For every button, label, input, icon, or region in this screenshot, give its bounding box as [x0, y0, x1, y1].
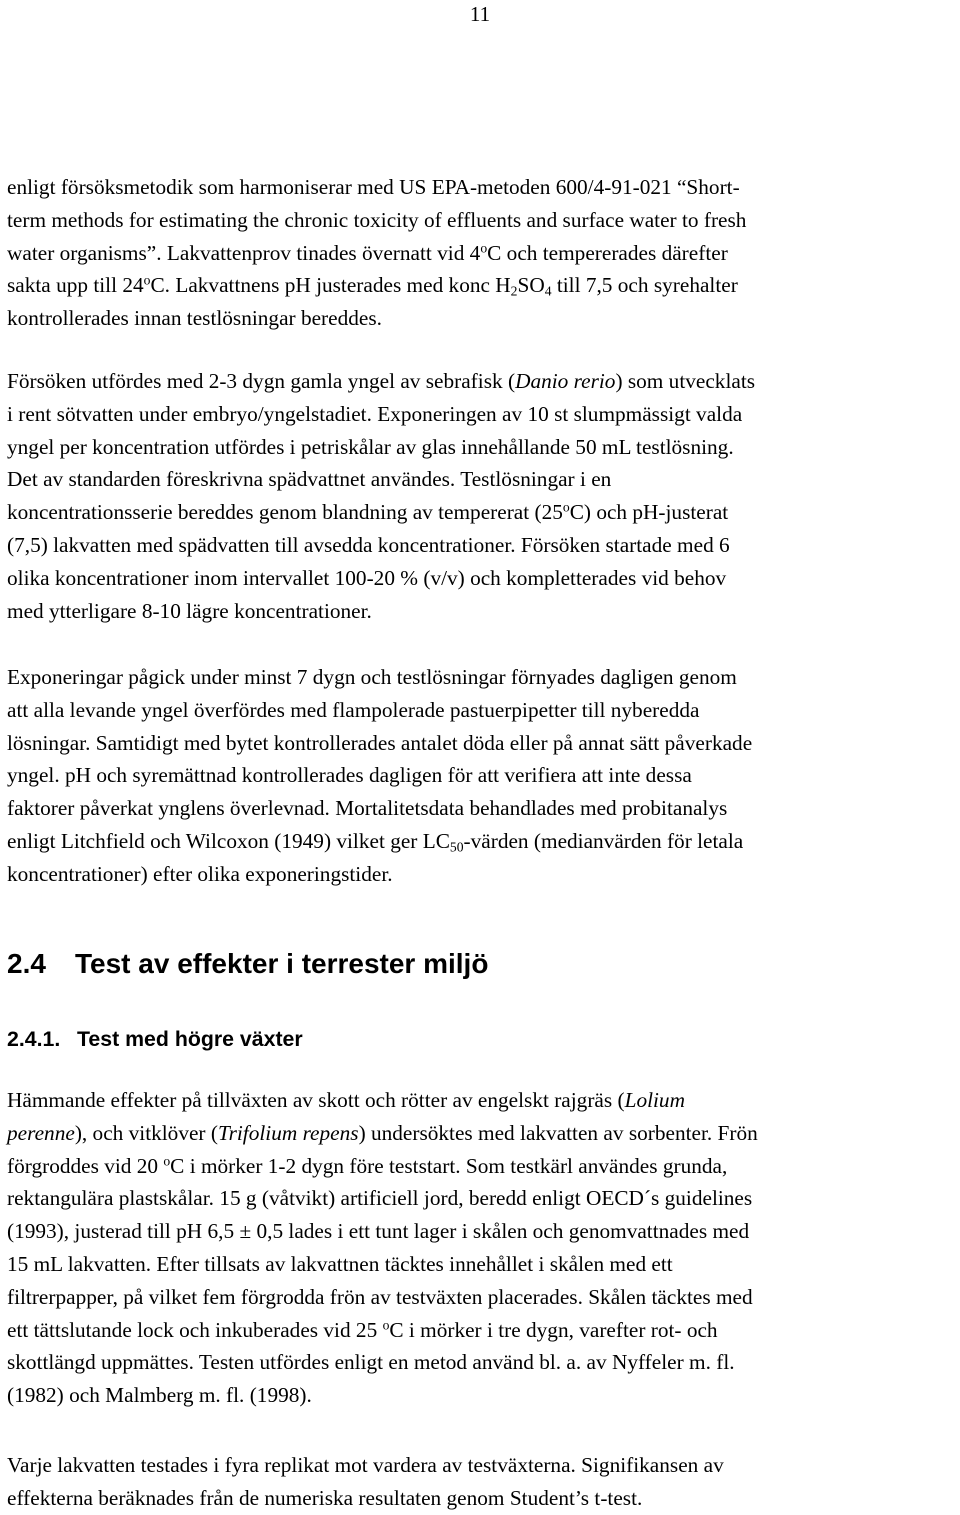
text-line: Hämmande effekter på tillväxten av skott och rötter av engelskt rajgräs (Lolium: [7, 1088, 685, 1112]
section-title: Test av effekter i terrester miljö: [75, 948, 489, 979]
text-line: Exponeringar pågick under minst 7 dygn och testlösningar förnyades dagligen genom: [7, 665, 737, 689]
text-line: kontrollerades innan testlösningar bereddes.: [7, 306, 382, 331]
text-line: (1982) och Malmberg m. fl. (1998).: [7, 1383, 312, 1408]
text-line: att alla levande yngel överfördes med flampolerade pastuerpipetter till nyberedda: [7, 697, 700, 722]
section-number: 2.4: [7, 948, 46, 979]
text-line: Det av standarden föreskrivna spädvattnet användes. Testlösningar i en: [7, 467, 612, 492]
text-line: olika koncentrationer inom intervallet 100-20 % (v/v) och kompletterades vid behov: [7, 565, 727, 590]
page-number: 11: [469, 2, 491, 26]
paragraph-plant-test: [7, 1084, 955, 1412]
paragraph-zebrafish-test: [7, 365, 955, 627]
text-line: med ytterligare 8-10 lägre koncentrationer.: [7, 598, 372, 623]
text-line: rektangulära plastskålar. 15 g (våtvikt) artificiell jord, beredd enligt OECD´s guidelines: [7, 1186, 753, 1211]
text-line: perenne), och vitklöver (Trifolium repens) undersöktes med lakvatten av sorbenter. Frön: [7, 1120, 758, 1145]
text-line: water organisms”. Lakvattenprov tinades övernatt vid 4$^o$C och tempererades därefter: [7, 240, 728, 265]
subsection-title: Test med högre växter: [77, 1027, 303, 1051]
text-line: yngel per koncentration utfördes i petriskålar av glas innehållande 50 mL testlösning.: [7, 434, 734, 459]
text-line: Försöken utfördes med 2-3 dygn gamla yngel av sebrafisk (Danio rerio) som utvecklats: [7, 369, 756, 393]
text-line: (1993), justerad till pH 6,5 ± 0,5 lades i ett tunt lager i skålen och genomvattnades med: [7, 1219, 750, 1244]
subsection-number: 2.4.1.: [7, 1027, 61, 1051]
section-heading: [7, 944, 488, 984]
text-line: Varje lakvatten testades i fyra replikat mot vardera av testväxterna. Signifikansen av: [7, 1453, 724, 1477]
text-line: koncentrationsserie bereddes genom blandning av tempererat (25$^o$C) och pH-justerat: [7, 499, 729, 525]
text-line: faktorer påverkat ynglens överlevnad. Mortalitetsdata behandlades med probitanalys: [7, 796, 728, 821]
text-line: förgroddes vid 20 $^o$C i mörker 1-2 dygn före teststart. Som testkärl användes grunda,: [7, 1153, 728, 1178]
text-line: enligt försöksmetodik som harmoniserar med US EPA-metoden 600/4-91-021 “Short-: [7, 175, 740, 199]
text-line: skottlängd uppmättes. Testen utfördes enligt en metod använd bl. a. av Nyffeler m. fl.: [7, 1350, 735, 1375]
text-line: filtrerpapper, på vilket fem förgrodda frön av testväxten placerades. Skålen täcktes med: [7, 1284, 753, 1309]
text-line: sakta upp till 24$^o$C. Lakvattnens pH justerades med konc $H_2SO_4$ till 7,5 och syrehalter: [7, 272, 738, 299]
text-line: yngel. pH och syremättnad kontrollerades dagligen för att verifiera att inte dessa: [7, 763, 692, 788]
text-line: 15 mL lakvatten. Efter tillsats av lakvattnen täcktes innehållet i skålen med ett: [7, 1251, 673, 1276]
paragraph-method-intro: [7, 171, 955, 335]
text-line: koncentrationer) efter olika exponeringstider.: [7, 861, 393, 886]
text-line: effekterna beräknades från de numeriska resultaten genom Student’s t-test.: [7, 1485, 643, 1510]
text-line: (7,5) lakvatten med spädvatten till avsedda koncentrationer. Försöken startade med 6: [7, 532, 730, 557]
subsection-heading: [7, 1023, 303, 1055]
text-line: enligt Litchfield och Wilcoxon (1949) vilket ger $LC_{50}$-värden (medianvärden för letala: [7, 828, 744, 855]
text-line: ett tättslutande lock och inkuberades vid 25 $^o$C i mörker i tre dygn, varefter rot- och: [7, 1317, 718, 1342]
text-line: i rent sötvatten under embryo/yngelstadiet. Exponeringen av 10 st slumpmässigt valda: [7, 401, 743, 426]
paragraph-replicates: [7, 1449, 955, 1515]
paragraph-exposure: [7, 661, 955, 891]
text-line: term methods for estimating the chronic toxicity of effluents and surface water to fresh: [7, 207, 747, 232]
text-line: lösningar. Samtidigt med bytet kontrollerades antalet döda eller på annat sätt påverkade: [7, 730, 753, 755]
